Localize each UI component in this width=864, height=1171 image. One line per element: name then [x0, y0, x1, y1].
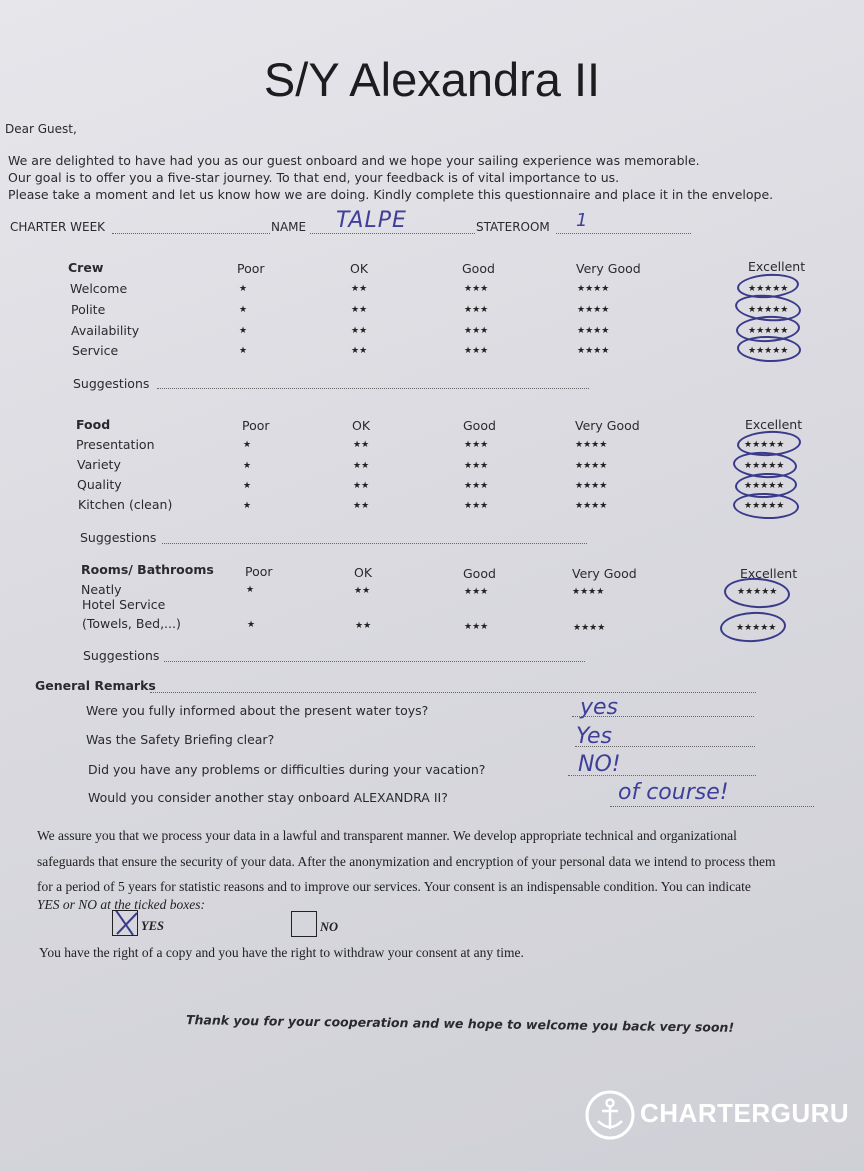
star-mark[interactable]: ★★★★ [577, 346, 610, 356]
crew-item-welcome: Welcome [70, 281, 128, 296]
intro-line-1: We are delighted to have had you as our guest onboard and we hope your sailing experience was memorable. [8, 153, 700, 168]
star-mark[interactable]: ★ [247, 620, 256, 630]
name-label: NAME [271, 220, 307, 234]
privacy-line-4: YES or NO at the ticked boxes: [37, 897, 205, 912]
crew-col-ok: OK [350, 261, 369, 276]
star-mark[interactable]: ★★★ [464, 305, 489, 315]
star-mark[interactable]: ★ [239, 346, 248, 356]
privacy-rights: You have the right of a copy and you have the right to withdraw your consent at any time. [39, 945, 524, 960]
food-col-ok: OK [352, 418, 371, 433]
star-mark[interactable]: ★★ [351, 284, 368, 294]
star-mark[interactable]: ★★ [353, 440, 370, 450]
star-mark[interactable]: ★ [239, 305, 248, 315]
star-mark[interactable]: ★★ [351, 326, 368, 336]
no-checkbox[interactable] [291, 911, 317, 937]
general-remarks-heading: General Remarks [35, 678, 156, 693]
crew-col-poor: Poor [237, 261, 265, 276]
crew-item-service: Service [72, 343, 119, 358]
name-value: TALPE [336, 208, 407, 233]
food-suggestions-label: Suggestions [80, 530, 157, 545]
rooms-item-towels-bed: (Towels, Bed,...) [82, 616, 181, 631]
anchor-icon [584, 1089, 636, 1141]
food-item-presentation: Presentation [76, 437, 155, 452]
question-another-stay: Would you consider another stay onboard ALEXANDRA II? [88, 790, 448, 805]
page-title: S/Y Alexandra II [263, 53, 601, 106]
star-mark[interactable]: ★★★★★ [737, 587, 778, 597]
rooms-col-good: Good [463, 566, 496, 581]
food-col-poor: Poor [242, 418, 270, 433]
crew-heading: Crew [68, 260, 104, 275]
star-mark[interactable]: ★★★★★ [744, 440, 785, 450]
privacy-line-3: for a period of 5 years for statistic reasons and to improve our services. Your consent is an indispensable condition. You can indicate [37, 879, 751, 894]
general-remarks-line[interactable] [150, 692, 756, 693]
intro-line-2: Our goal is to offer you a five-star journey. To that end, your feedback is of vital importance to us. [8, 170, 620, 185]
star-mark[interactable]: ★★★ [464, 440, 489, 450]
star-mark[interactable]: ★★ [351, 346, 368, 356]
crew-col-excellent: Excellent [748, 259, 806, 274]
food-col-very-good: Very Good [575, 418, 640, 433]
star-mark[interactable]: ★★ [354, 586, 371, 596]
star-mark[interactable]: ★ [243, 481, 252, 491]
star-mark[interactable]: ★★ [353, 481, 370, 491]
star-mark[interactable]: ★★★ [464, 461, 489, 471]
yes-label: YES [141, 919, 164, 933]
star-mark[interactable]: ★★★★★ [748, 305, 789, 315]
watermark-logo: CHARTERGURU [640, 1098, 850, 1128]
star-mark[interactable]: ★★★ [464, 622, 489, 632]
star-mark[interactable]: ★★ [355, 621, 372, 631]
star-mark[interactable]: ★★★ [464, 326, 489, 336]
rooms-col-excellent: Excellent [740, 566, 798, 581]
star-mark[interactable]: ★★ [351, 305, 368, 315]
rooms-col-ok: OK [354, 565, 373, 580]
crew-item-availability: Availability [71, 323, 140, 338]
crew-suggestions-line[interactable] [157, 388, 589, 389]
crew-col-very-good: Very Good [576, 261, 641, 276]
star-mark[interactable]: ★ [239, 326, 248, 336]
rooms-col-very-good: Very Good [572, 566, 637, 581]
star-mark[interactable]: ★★★★ [575, 461, 608, 471]
crew-suggestions-label: Suggestions [73, 376, 150, 391]
checkmark-icon [113, 911, 137, 935]
closing-message: Thank you for your cooperation and we hope to welcome you back very soon! [185, 1012, 735, 1035]
rooms-suggestions-line[interactable] [164, 661, 585, 662]
answer-water-toys: yes [580, 695, 619, 720]
star-mark[interactable]: ★★★★ [577, 284, 610, 294]
star-mark[interactable]: ★★★★ [573, 623, 606, 633]
privacy-line-2: safeguards that ensure the security of your data. After the anonymization and encryption of your personal data we intend to process them [37, 854, 776, 869]
star-mark[interactable]: ★ [246, 585, 255, 595]
star-mark[interactable]: ★★★★ [577, 326, 610, 336]
rooms-col-poor: Poor [245, 564, 273, 579]
rooms-heading: Rooms/ Bathrooms [81, 562, 214, 577]
stateroom-line[interactable] [556, 233, 691, 234]
rooms-suggestions-label: Suggestions [83, 648, 160, 663]
star-mark[interactable]: ★★★★ [577, 305, 610, 315]
greeting: Dear Guest, [5, 122, 77, 136]
star-mark[interactable]: ★★★★★ [744, 461, 785, 471]
answer-safety-briefing: Yes [576, 724, 613, 749]
answer-problems: NO! [578, 752, 621, 777]
rooms-item-hotel-service: Hotel Service [82, 597, 166, 612]
handwritten-circle [733, 492, 800, 520]
handwritten-circle [737, 335, 802, 363]
no-label: NO [320, 920, 339, 934]
star-mark[interactable]: ★★★★ [572, 587, 605, 597]
food-suggestions-line[interactable] [162, 543, 587, 544]
crew-col-good: Good [462, 261, 495, 276]
food-heading: Food [76, 417, 111, 432]
star-mark[interactable]: ★★★ [464, 346, 489, 356]
star-mark[interactable]: ★★★ [464, 284, 489, 294]
star-mark[interactable]: ★★★★★ [748, 346, 789, 356]
answer-line[interactable] [610, 806, 814, 807]
star-mark[interactable]: ★★★★★ [744, 481, 785, 491]
name-line[interactable] [310, 233, 475, 234]
star-mark[interactable]: ★★★★★ [744, 501, 785, 511]
rooms-item-neatly: Neatly [81, 582, 122, 597]
food-item-variety: Variety [77, 457, 121, 472]
question-water-toys: Were you fully informed about the present water toys? [86, 703, 429, 718]
star-mark[interactable]: ★★★★ [575, 481, 608, 491]
stateroom-label: STATEROOM [476, 220, 550, 234]
charter-week-line[interactable] [112, 233, 270, 234]
star-mark[interactable]: ★ [243, 461, 252, 471]
star-mark[interactable]: ★★★★ [575, 440, 608, 450]
charter-week-label: CHARTER WEEK [10, 220, 106, 234]
star-mark[interactable]: ★★ [353, 501, 370, 511]
intro-line-3: Please take a moment and let us know how we are doing. Kindly complete this questionnaire and place it in the envelope. [8, 187, 774, 202]
crew-item-polite: Polite [71, 302, 106, 317]
food-col-excellent: Excellent [745, 417, 803, 432]
food-item-quality: Quality [77, 477, 122, 492]
star-mark[interactable]: ★ [243, 440, 252, 450]
question-safety-briefing: Was the Safety Briefing clear? [86, 732, 275, 747]
question-problems: Did you have any problems or difficulties during your vacation? [88, 762, 486, 777]
handwritten-circle [723, 576, 790, 609]
star-mark[interactable]: ★★★ [464, 587, 489, 597]
food-item-kitchen: Kitchen (clean) [78, 497, 173, 512]
privacy-line-1: We assure you that we process your data in a lawful and transparent manner. We develop appropriate technical and organizational [37, 828, 737, 843]
star-mark[interactable]: ★★★ [464, 481, 489, 491]
star-mark[interactable]: ★★★ [464, 501, 489, 511]
food-col-good: Good [463, 418, 496, 433]
answer-another-stay: of course! [618, 780, 729, 805]
star-mark[interactable]: ★★★★ [575, 501, 608, 511]
yes-checkbox[interactable] [112, 910, 138, 936]
star-mark[interactable]: ★★★★★ [748, 284, 789, 294]
stateroom-value: 1 [576, 210, 588, 231]
star-mark[interactable]: ★ [243, 501, 252, 511]
star-mark[interactable]: ★★★★★ [748, 326, 789, 336]
star-mark[interactable]: ★★★★★ [736, 623, 777, 633]
star-mark[interactable]: ★★ [353, 461, 370, 471]
handwritten-circle [719, 610, 786, 643]
star-mark[interactable]: ★ [239, 284, 248, 294]
